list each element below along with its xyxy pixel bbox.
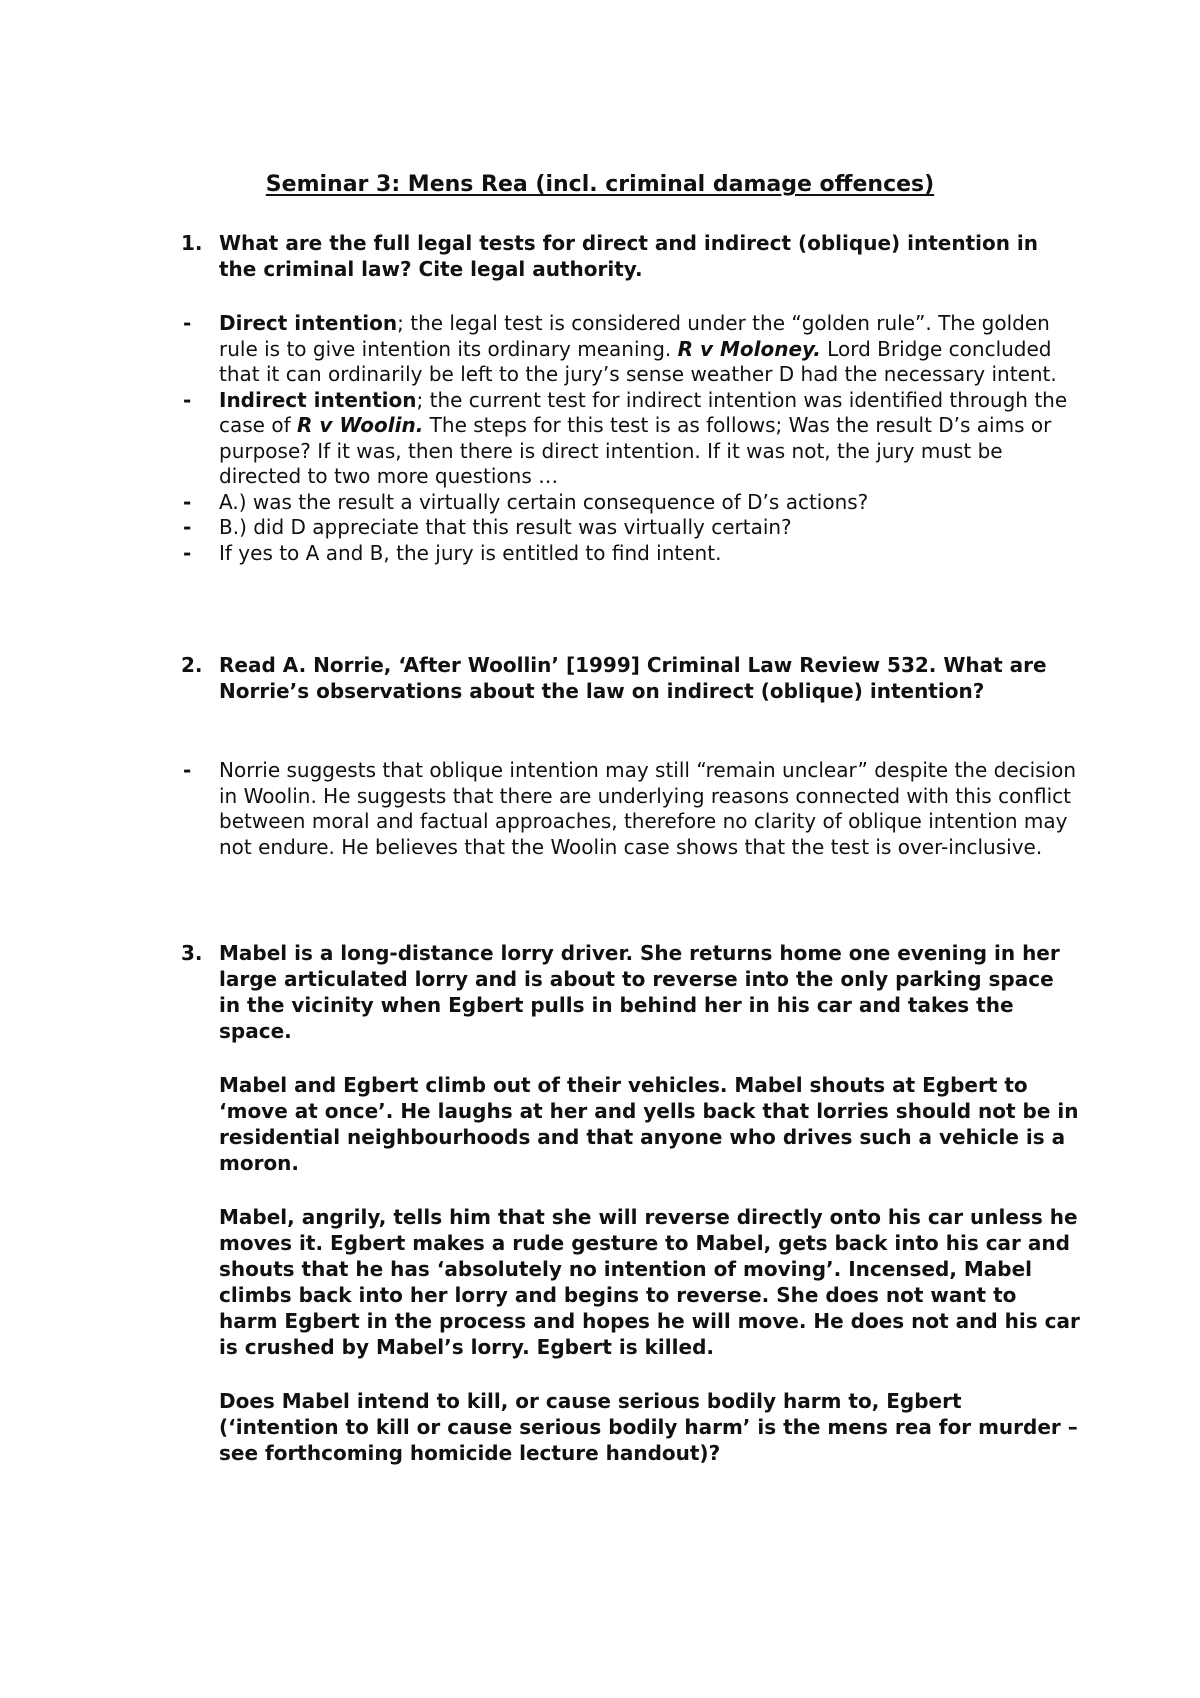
bullet-dash: - xyxy=(183,758,192,782)
answer-text: A.) was the result a virtually certain consequence of D’s actions? xyxy=(219,489,869,514)
bullet-dash: - xyxy=(183,540,192,565)
bullet-dash: - xyxy=(183,489,192,514)
answer-2-list xyxy=(181,758,1081,860)
page-title: Seminar 3: Mens Rea (incl. criminal damage offences) xyxy=(265,172,935,197)
scenario-paragraph: Mabel is a long-distance lorry driver. She returns home one evening in her large articulated lorry and is about to reverse into the only parking space in the vicinity when Egbert pulls in behind her in his car and takes the space. xyxy=(219,941,1060,1043)
question-text: Read A. Norrie, ‘After Woollin’ [1999] Criminal Law Review 532. What are Norrie’s observations about the law on indirect (oblique) intention? xyxy=(219,653,1047,703)
list-item xyxy=(181,388,1081,490)
question-3 xyxy=(181,940,1081,1466)
answer-text: If yes to A and B, the jury is entitled to find intent. xyxy=(219,540,722,565)
answer-text: Lord Bridge concluded that it can ordinarily be left to the jury’s sense weather D had the necessary intent. xyxy=(219,336,1057,386)
list-item xyxy=(181,515,1081,541)
scenario-paragraph: Mabel, angrily, tells him that she will reverse directly onto his car unless he moves it. Egbert makes a rude gesture to Mabel, gets back into his car and shouts that he has ‘absolutely no intention of moving’. Incensed, Mabel climbs back into her lorry and begins to reverse. She does not want to harm Egbert in the process and hopes he will move. He does not and his car is crushed by Mabel’s lorry. Egbert is killed. xyxy=(219,1205,1080,1359)
list-item xyxy=(181,311,1081,388)
question-2 xyxy=(181,652,1081,704)
question-text: What are the full legal tests for direct and indirect (oblique) intention in the criminal law? Cite legal authority. xyxy=(219,231,1039,281)
list-item xyxy=(181,541,1081,567)
list-item xyxy=(181,758,1081,860)
answer-text: Norrie suggests that oblique intention may still “remain unclear” despite the decision in Woolin. He suggests that there are underlying reasons connected with this conflict between moral and factual approaches, therefore no clarity of oblique intention may not endure. He believes that the Woolin case shows that the test is over-inclusive. xyxy=(219,758,1077,859)
case-citation: R v Woolin. xyxy=(296,413,424,437)
question-number: 1. xyxy=(181,231,203,255)
answer-1-list xyxy=(181,311,1081,566)
bullet-dash: - xyxy=(183,515,192,539)
case-citation: R v Moloney. xyxy=(677,336,821,361)
question-1 xyxy=(181,230,1081,282)
question-number: 3. xyxy=(181,941,203,965)
question-number: 2. xyxy=(181,653,203,677)
term-label: Direct intention xyxy=(219,311,398,335)
bullet-dash: - xyxy=(183,311,192,335)
scenario-paragraph: Mabel and Egbert climb out of their vehicles. Mabel shouts at Egbert to ‘move at once’. He laughs at her and yells back that lorries should not be in residential neighbourhoods and that anyone who drives such a vehicle is a moron. xyxy=(219,1073,1079,1175)
answer-text: ; the legal test is considered under the “golden rule”. The golden rule is to give intention its ordinary meaning. xyxy=(219,311,1050,361)
term-label: Indirect intention xyxy=(219,387,417,412)
answer-text: The steps for this test is as follows; Was the result D’s aims or purpose? If it was, then there is direct intention. If it was not, the jury must be directed to two more questions … xyxy=(219,413,1052,488)
answer-text: B.) did D appreciate that this result was virtually certain? xyxy=(219,515,792,539)
answer-text: ; the current test for indirect intention was identified through the case of xyxy=(219,387,1068,437)
bullet-dash: - xyxy=(183,387,192,412)
question-text: Does Mabel intend to kill, or cause serious bodily harm to, Egbert (‘intention to kill or cause serious bodily harm’ is the mens rea for murder – see forthcoming homicide lecture handout)? xyxy=(219,1389,1078,1465)
list-item xyxy=(181,490,1081,516)
